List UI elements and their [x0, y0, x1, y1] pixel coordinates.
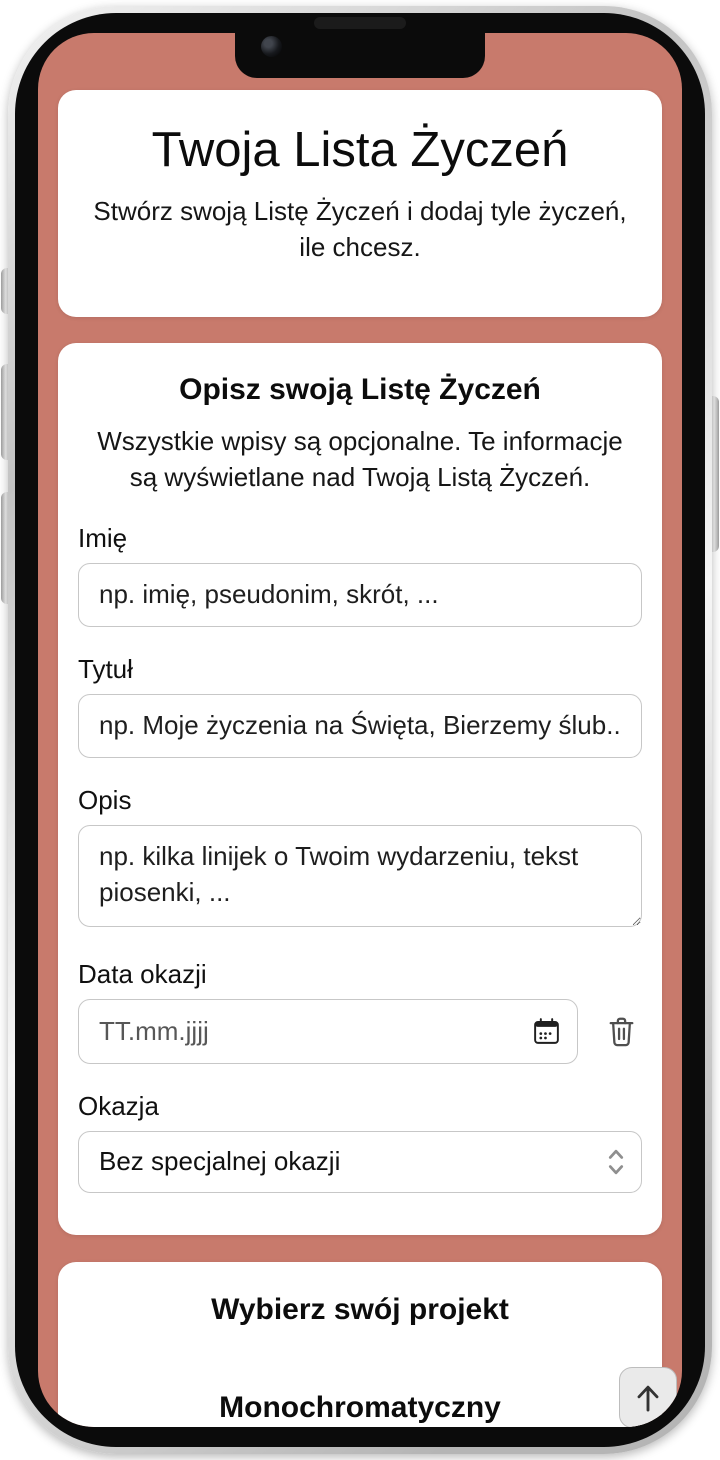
chevron-updown-icon: [605, 1146, 627, 1178]
occasion-label: Okazja: [78, 1090, 159, 1121]
name-label: Imię: [78, 522, 128, 553]
phone-bezel: [15, 13, 705, 1447]
clear-date-button[interactable]: [605, 1014, 638, 1049]
date-input[interactable]: [78, 999, 578, 1064]
date-row: [78, 999, 642, 1064]
design-heading: Wybierz swój projekt: [211, 1293, 509, 1326]
phone-frame: [8, 6, 712, 1454]
scroll-to-top-button[interactable]: [619, 1367, 677, 1427]
design-option-label: Monochromatyczny: [219, 1391, 501, 1424]
arrow-up-icon: [631, 1380, 665, 1416]
title-label: Tytuł: [78, 653, 133, 684]
title-input[interactable]: [78, 694, 642, 758]
calendar-icon[interactable]: [531, 1016, 562, 1047]
header-card: [58, 90, 662, 317]
description-textarea[interactable]: [78, 825, 642, 927]
trash-icon: [605, 1014, 638, 1049]
description-label: Opis: [78, 784, 132, 815]
phone-screen: [38, 33, 682, 1427]
page-title: Twoja Lista Życzeń: [151, 123, 569, 177]
speaker-grille: [314, 17, 406, 29]
name-input[interactable]: [78, 563, 642, 627]
occasion-selected-value: Bez specjalnej okazji: [99, 1146, 341, 1177]
form-description: Wszystkie wpisy są opcjonalne. Te informacje są wyświetlane nad Twoją Listą Życzeń.: [97, 426, 623, 492]
occasion-select[interactable]: [78, 1131, 642, 1193]
design-card: [58, 1262, 662, 1427]
front-camera: [261, 36, 282, 57]
date-format-hint: TT.mm.jjjj: [99, 1015, 209, 1046]
form-heading: Opisz swoją Listę Życzeń: [179, 373, 541, 406]
notch: [235, 33, 485, 78]
wishlist-form-card: [58, 343, 662, 1235]
date-label: Data okazji: [78, 958, 207, 989]
page-subtitle: Stwórz swoją Listę Życzeń i dodaj tyle życzeń, ile chcesz.: [93, 196, 627, 263]
